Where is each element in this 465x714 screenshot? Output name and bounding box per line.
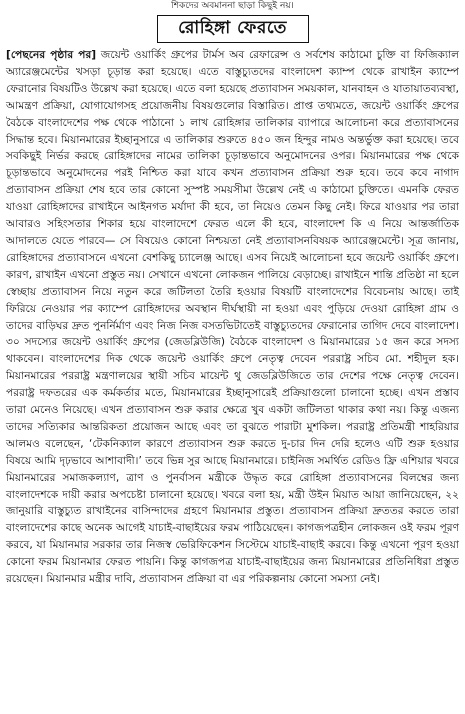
article-body — [6, 47, 459, 588]
headline-box — [157, 15, 309, 43]
continuation-kicker: [পেছনের পৃষ্ঠার পর] — [6, 49, 97, 61]
previous-article-tail: শিকদের অবমাননা ছাড়া কিছুই নয়। — [171, 1, 294, 11]
article-text: জয়েন্ট ওয়ার্কিং গ্রুপের টার্মস অব রেফারেন্স ও সর্বশেষ কাঠামো চুক্তি বা ফিজিক্যাল অ্যারেঞ্জমেন্টের খসড়া চূড়ান্ত করা হয়েছে। এতে বাস্তুচ্যুতদের বাংলাদেশ ক্যাম্প থেকে রাখাইন ক্যাম্পে ফেরানোর বিষয়টিও উল্লেখ করা হয়েছে। এতে বলা হয়েছে প্রত্যাবাসন সময়কাল, যানবাহন ও যাতায়াতব্যবস্থা, আমন্ত্রণ প্রক্রিয়া, যোগাযোগসহ প্রয়োজনীয় বিষয়গুলোর বিস্তারিত। প্রাপ্ত তথ্যমতে, জয়েন্ট ওয়ার্কিং গ্রুপের বৈঠকে বাংলাদেশের পক্ষ থেকে পাঠানো ১ লাখ রোহিঙ্গার তালিকার ব্যাপারে আলোচনা করে প্রত্যাবাসনের সিদ্ধান্ত হবে। মিয়ানমারের ইচ্ছানুসারে এ তালিকার শুরুতে ৪৫০ জন হিন্দুর নামও অন্তর্ভুক্ত করা হয়েছে। তবে সবকিছুই নির্ভর করছে রোহিঙ্গাদের নামের তালিকা চূড়ান্তভাবে অনুমোদনের ওপর। মিয়ানমারের পক্ষ থেকে চূড়ান্তভাবে অনুমোদনের পরই নিশ্চিত করা যাবে কখন প্রত্যাবাসন প্রক্রিয়া শুরু হবে। তবে কবে নাগাদ প্রত্যাবাসন প্রক্রিয়া শেষ হবে তার কোনো সুস্পষ্ট সময়সীমা উল্লেখ নেই এ কাঠামো চুক্তিতে। এমনকি ফেরত যাওয়া রোহিঙ্গাদের রাখাইনে আইনগত মর্যাদা কী হবে, তা নিয়েও তেমন কিছু নেই। ফিরে যাওয়ার পর তারা আবারও সহিংসতার শিকার হয়ে বাংলাদেশে ফেরত এলে কী হবে, বাংলাদেশ কি এ নিয়ে আন্তর্জাতিক আদালতে যেতে পারবে— সে বিষয়েও কোনো নিশ্চয়তা নেই প্রত্যাবাসনবিষয়ক অ্যারেঞ্জমেন্টে। সূত্র জানায়, রোহিঙ্গাদের প্রত্যাবাসনে এখনো বেশকিছু চ্যালেঞ্জ আছে। এসব নিয়েই আলোচনা হবে জয়েন্ট ওয়ার্কিং গ্রুপে। কারণ, রাখাইন এখনো প্রস্তুত নয়। সেখানে এখনো লোকজন পালিয়ে বেড়াচ্ছে। রাখাইনে শান্তি প্রতিষ্ঠা না হলে স্বেচ্ছায় প্রত্যাবাসন নিয়ে নতুন করে জটিলতা তৈরি হওয়ার বিষয়টি বাংলাদেশের বিবেচনায় আছে। তাই ফিরিয়ে নেওয়ার পর ক্যাম্পে রোহিঙ্গাদের অবস্থান দীর্ঘস্থায়ী না হওয়া এবং পুড়িয়ে দেওয়া রোহিঙ্গা গ্রাম ও তাদের বাড়িঘর দ্রুত পুনর্নির্মাণ এবং নিজ নিজ বসতভিটাতেই বাস্তুচ্যুতদের ফেরানোর তাগিদ দেবে বাংলাদেশ। ৩০ সদস্যের জয়েন্ট ওয়ার্কিং গ্রুপের (জেডব্লিউজি) বৈঠকে বাংলাদেশ ও মিয়ানমারের ১৫ জন করে সদস্য থাকবেন। বাংলাদেশের দিক থেকে জয়েন্ট ওয়ার্কিং গ্রুপে নেতৃত্ব দেবেন পররাষ্ট্র সচিব মো. শহীদুল হক। মিয়ানমারের পররাষ্ট্র মন্ত্রণালয়ের স্থায়ী সচিব মায়েন্ট থু জেডব্লিউজিতে তার দেশের পক্ষে নেতৃত্ব দেবেন। পররাষ্ট্র দফতরের এক কর্মকর্তার মতে, মিয়ানমারের ইচ্ছানুসারেই প্রক্রিয়াগুলো চালানো হচ্ছে। এখন প্রস্তাব তারা মেনেও নিয়েছে। এখন প্রত্যাবাসন শুরু করার ক্ষেত্রে খুব একটা জটিলতা থাকার কথা নয়। কিন্তু এজন্য তাদের সত্যিকার আন্তরিকতা প্রয়োজন আছে এবং তা বুঝতে পারাটা মুশকিল। পররাষ্ট্র প্রতিমন্ত্রী শাহরিয়ার আলমও বলেছেন, ‘টেকনিক্যাল কারণে প্রত্যাবাসন শুরু করতে দু-চার দিন দেরি হলেও এটি শুরু হওয়ার বিষয়ে আমি দৃঢ়ভাবে আশাবাদী।’ তবে ভিন্ন সুর আছে মিয়ানমারে। চাইনিজ সমর্থিত রেডিও ফ্রি এশিয়ার খবরে মিয়ানমারের সমাজকল্যাণ, ত্রাণ ও পুনর্বাসন মন্ত্রীকে উদ্ধৃত করে রোহিঙ্গা প্রত্যাবাসনের বিলম্বের জন্য বাংলাদেশকে দায়ী করার অপচেষ্টা চালানো হয়েছে। খবরে বলা হয়, মন্ত্রী উইন মিয়াত আয়া জানিয়েছেন, ২২ জানুয়ারি বাস্তুচ্যুত রাখাইনের বাসিন্দাদের গ্রহণে মিয়ানমার প্রস্তুত। প্রত্যাবাসন প্রক্রিয়া দ্রুততর করতে তারা বাংলাদেশের কাছে অনেক আগেই যাচাই-বাছাইয়ের ফরম পাঠিয়েছেন। কাগজপত্রহীন লোকজন ওই ফরম পূরণ করবে, যা মিয়ানমার সরকার তার নিজস্ব ভেরিফিকেশন সিস্টেমে যাচাই-বাছাই করবে। কিন্তু এখনো পূরণ হওয়া কোনো ফরম মিয়ানমার ফেরত পায়নি। কিন্তু কাগজপত্র যাচাই-বাছাইয়ের জন্য মিয়ানমারের প্রতিনিধিরা প্রস্তুত রয়েছেন। মিয়ানমার মন্ত্রীর দাবি, প্রত্যাবাসন প্রক্রিয়া বা এর পরিকল্পনায় কোনো সমস্যা নেই। — [6, 49, 459, 586]
headline: রোহিঙ্গা ফেরতে — [178, 18, 287, 38]
article-paragraph — [6, 47, 459, 588]
